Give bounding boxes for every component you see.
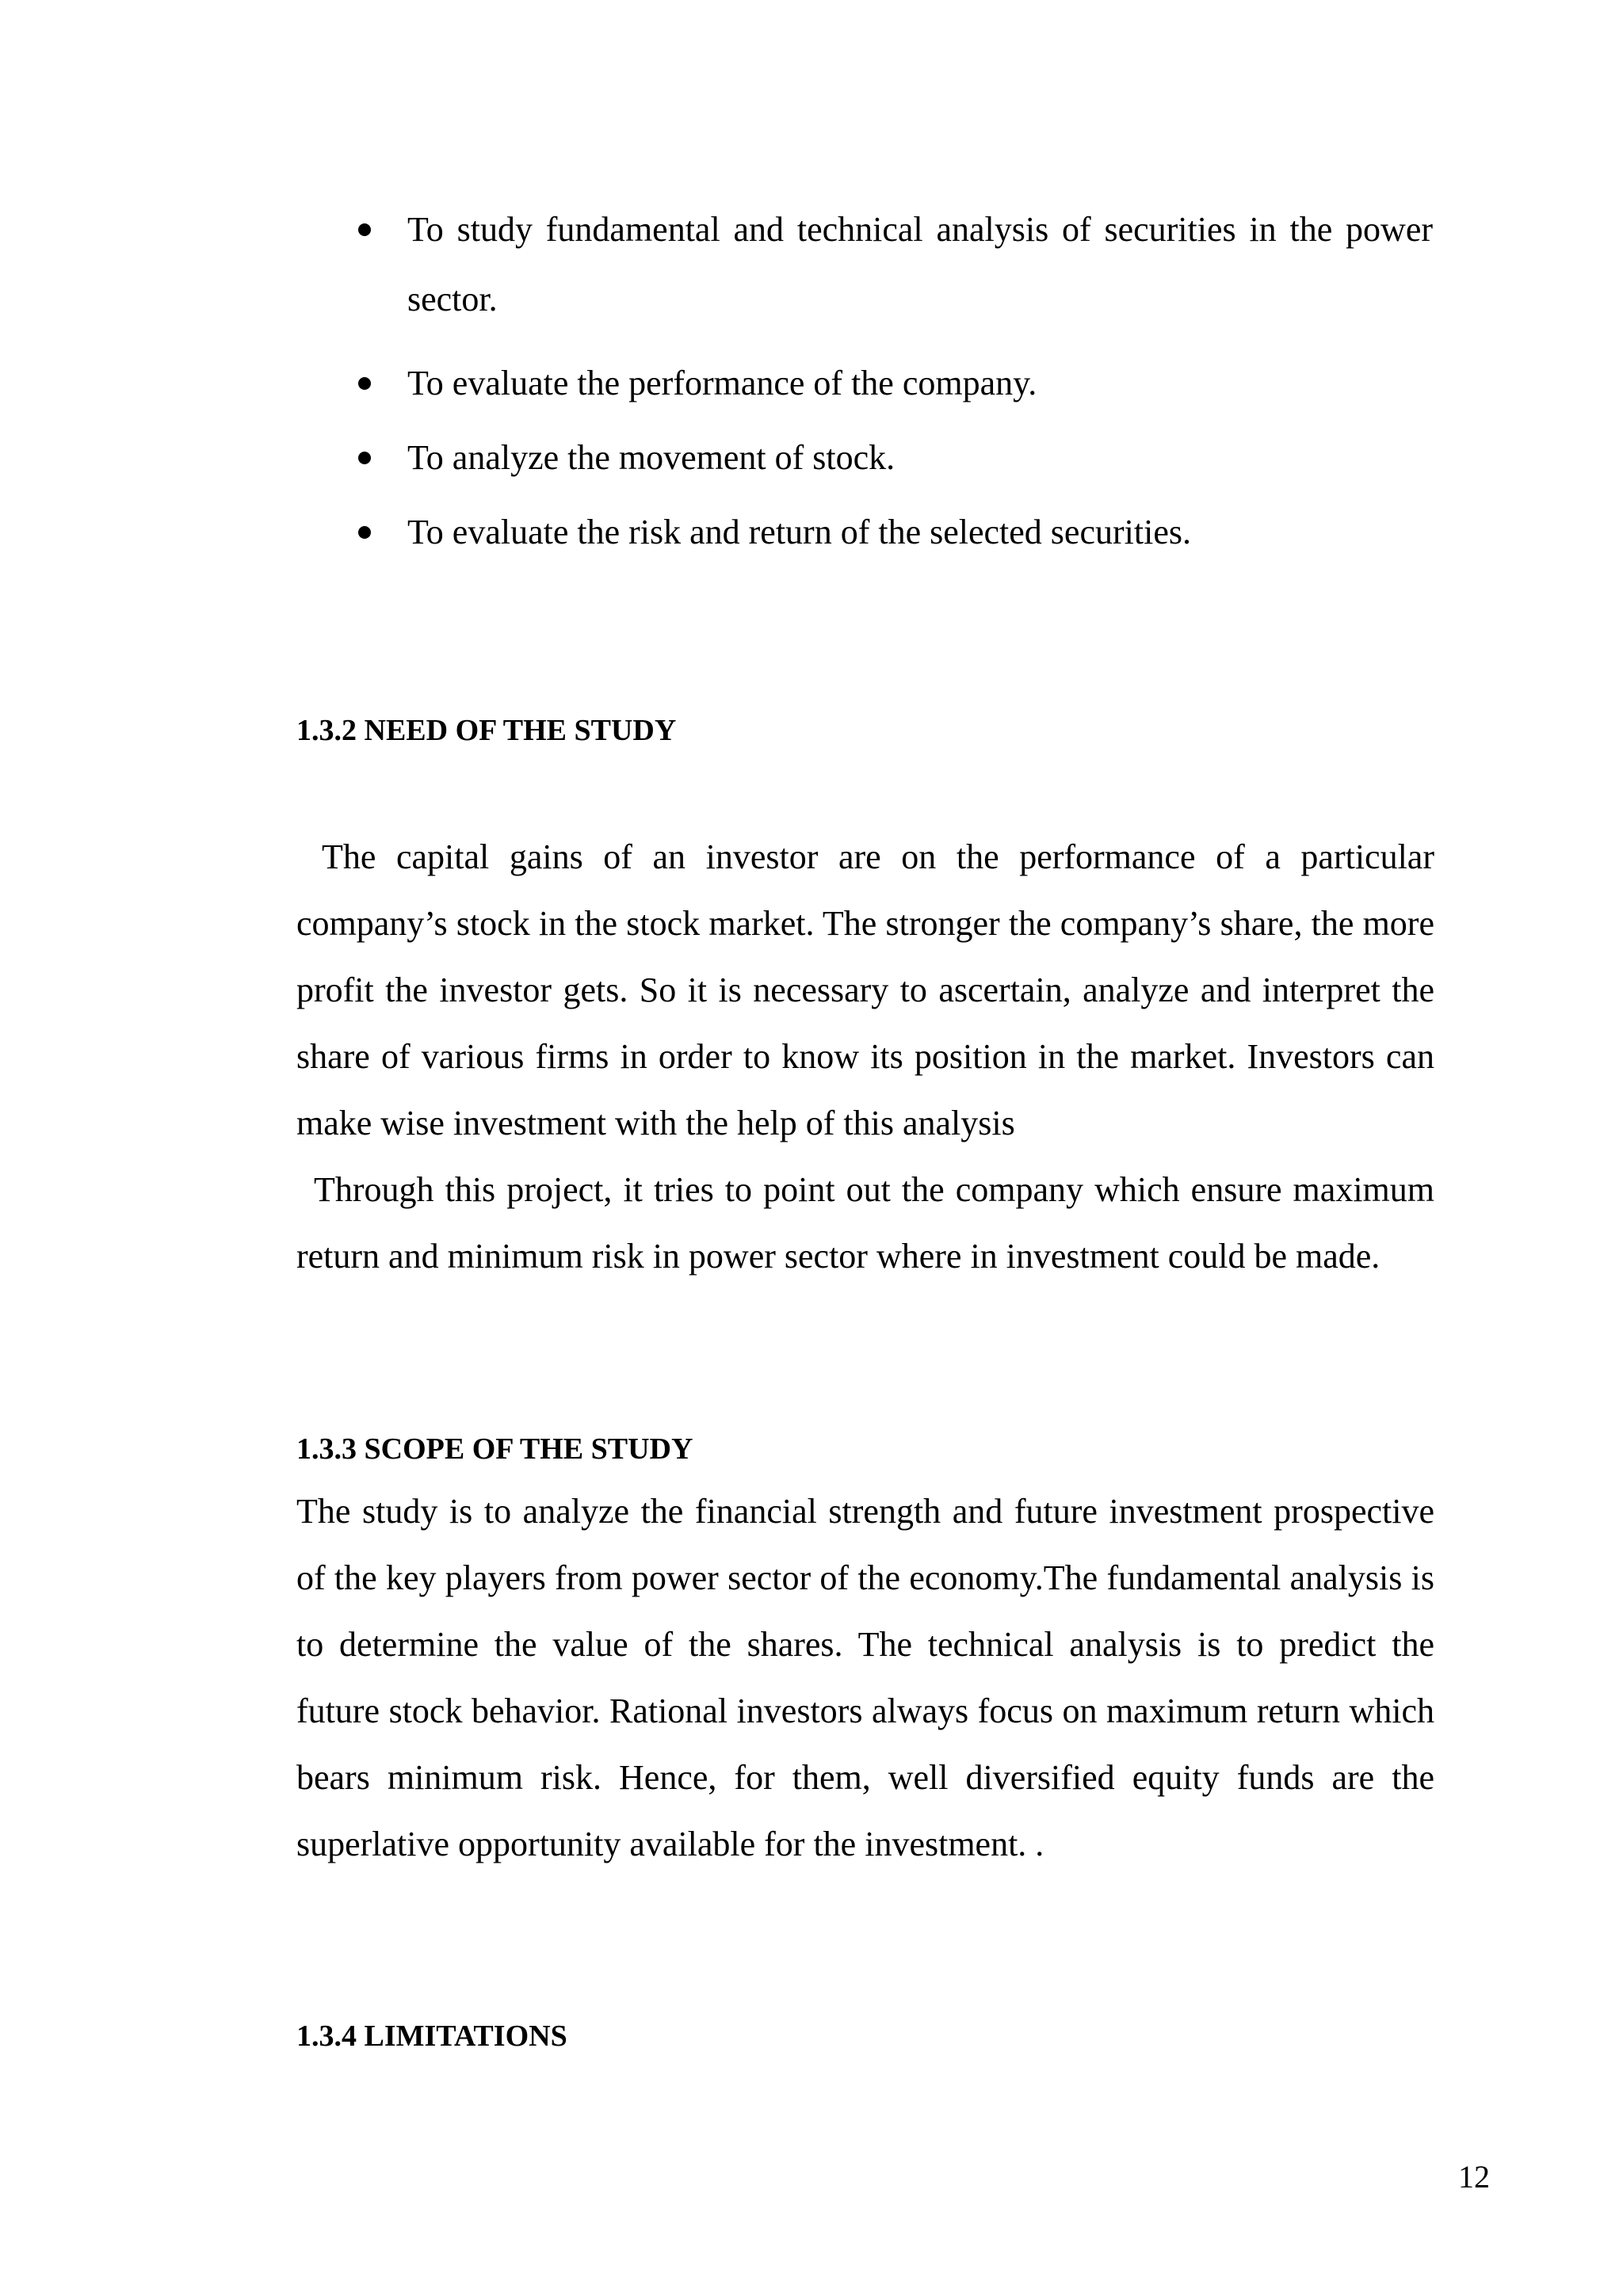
- objective-text: To evaluate the performance of the company.: [407, 364, 1037, 402]
- bullet-icon: [358, 526, 371, 539]
- limitations-heading: 1.3.4 LIMITATIONS: [296, 2019, 567, 2053]
- objective-text: To study fundamental and technical analysis of securities in the power sector.: [407, 210, 1433, 318]
- list-item: [355, 195, 1433, 334]
- need-of-study-heading: 1.3.2 NEED OF THE STUDY: [296, 714, 677, 747]
- bullet-icon: [358, 452, 371, 464]
- need-of-study-paragraph-2: Through this project, it tries to point out the company which ensure maximum return and minimum risk in power sector where in investment could be made.: [296, 1170, 1434, 1276]
- objective-text: To evaluate the risk and return of the selected securities.: [407, 513, 1191, 551]
- objectives-list: [355, 195, 1433, 567]
- list-item: [355, 498, 1433, 567]
- bullet-icon: [358, 377, 371, 390]
- objective-text: To analyze the movement of stock.: [407, 438, 896, 477]
- list-item: [355, 423, 1433, 493]
- need-of-study-paragraph-1: The capital gains of an investor are on the performance of a particular company’s stock in the stock market. The stronger the company’s share, the more profit the investor gets. So it is necessary to ascertain, analyze and interpret the share of various firms in order to know its position in the market. Investors can make wise investment with the help of this analysis: [296, 837, 1434, 1142]
- scope-of-study-paragraph: The study is to analyze the financial strength and future investment prospective of the key players from power sector of the economy.The fundamental analysis is to determine the value of the shares. The technical analysis is to predict the future stock behavior. Rational investors always focus on maximum return which bears minimum risk. Hence, for them, well diversified equity funds are the superlative opportunity available for the investment. .: [296, 1492, 1434, 1863]
- bullet-icon: [358, 223, 371, 236]
- page-number: 12: [1458, 2159, 1490, 2195]
- scope-of-study-heading: 1.3.3 SCOPE OF THE STUDY: [296, 1432, 693, 1466]
- list-item: [355, 349, 1433, 418]
